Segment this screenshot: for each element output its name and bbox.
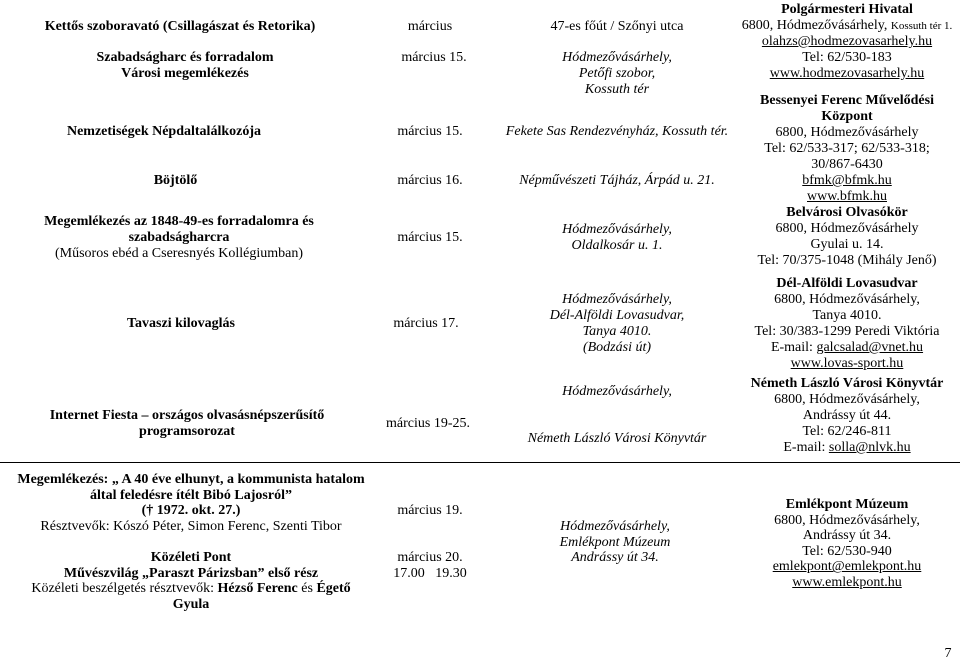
sub-event-title: Művészvilág „Paraszt Párizsban” első rész (63, 565, 319, 581)
contact-email-link[interactable]: solla@nlvk.hu (828, 440, 911, 455)
event-location-line: Andrássy út 34. (571, 550, 659, 566)
contact-name: Polgármesteri Hivatal (781, 2, 913, 17)
contact-address (734, 18, 960, 34)
event-title-line: programsorozat (139, 424, 235, 439)
event-date (366, 316, 486, 332)
contact-address: Gyulai u. 14. (810, 237, 884, 252)
event-date-line: március 16. (397, 173, 463, 188)
event-location (490, 292, 744, 356)
contact-phone: Tel: 30/383-1299 Peredi Viktória (754, 324, 940, 339)
event-title (0, 316, 362, 332)
event-date (370, 19, 490, 35)
contact-email-link[interactable]: emlekpont@emlekpont.hu (772, 559, 922, 575)
event-location (490, 431, 744, 447)
event-location-line: Tanya 4010. (582, 324, 652, 339)
contact-phone: 30/867-6430 (811, 157, 883, 172)
event-title-line: Nemzetiségek Népdaltalálkozója (66, 124, 262, 139)
event-location-line: Németh László Városi Könyvtár (527, 431, 707, 446)
page-number: 7 (944, 646, 952, 661)
contact-block (734, 205, 960, 269)
event-date-line: március (407, 19, 453, 34)
contact-address: 6800, Hódmezővásárhely, (774, 512, 920, 528)
discussion-conjunction: és (301, 581, 313, 597)
event-title (0, 472, 382, 612)
sub-event-time: 17.00 19.30 (393, 565, 467, 581)
contact-address-street: Kossuth tér 1. (890, 20, 953, 32)
contact-email (734, 440, 960, 456)
sub-event-series: Közéleti Pont (150, 549, 232, 565)
contact-email-link[interactable]: bfmk@bfmk.hu (802, 173, 892, 188)
contact-address: Andrássy út 44. (802, 408, 892, 423)
event-title (0, 124, 328, 140)
event-location-line: Népművészeti Tájház, Árpád u. 21. (519, 173, 715, 188)
event-location (490, 384, 744, 400)
event-date (374, 50, 494, 66)
contact-address-city: 6800, Hódmezővásárhely, (741, 18, 888, 33)
contact-address: 6800, Hódmezővásárhely (775, 221, 919, 236)
contact-name: Bessenyei Ferenc Művelődési (760, 93, 934, 108)
event-title (0, 173, 351, 189)
contact-name: Németh László Városi Könyvtár (750, 376, 944, 391)
sub-event-discussion (0, 581, 382, 597)
discussion-label: Közéleti beszélgetés résztvevők: (31, 581, 215, 597)
sub-event-date (370, 550, 490, 581)
event-date (370, 503, 490, 519)
contact-email (734, 340, 960, 356)
contact-email-label: E-mail: (783, 440, 826, 455)
discussion-person: Gyula (172, 596, 210, 612)
contact-block (734, 93, 960, 205)
contact-name: Emlékpont Múzeum (785, 497, 909, 512)
contact-email-label: E-mail: (770, 340, 813, 355)
event-location-line: Fekete Sas Rendezvényház, Kossuth tér. (505, 124, 729, 139)
contact-name: Dél-Alföldi Lovasudvar (776, 276, 918, 291)
contact-address: Tanya 4010. (812, 308, 882, 323)
event-location (488, 519, 742, 566)
contact-address: 6800, Hódmezővásárhely, (774, 392, 920, 407)
event-location-line: Hódmezővásárhely, (562, 50, 672, 65)
event-title-line: Tavaszi kilovaglás (126, 316, 235, 331)
contact-name: Belvárosi Olvasókör (786, 205, 908, 220)
contact-website-link[interactable]: www.emlekpont.hu (792, 574, 902, 590)
event-location-line: 47-es főút / Szőnyi utca (550, 19, 684, 34)
contact-block (734, 376, 960, 456)
contact-address: Andrássy út 34. (802, 528, 892, 544)
event-location-line: Kossuth tér (584, 82, 650, 97)
event-location-line: Hódmezővásárhely, (562, 222, 672, 237)
event-location-line: Hódmezővásárhely, (562, 384, 672, 399)
event-date-line: március 19. (397, 503, 463, 518)
event-location (490, 50, 744, 98)
event-location (490, 222, 744, 254)
contact-name: Központ (821, 109, 873, 124)
event-title-line: Megemlékezés: „ A 40 éve elhunyt, a kommunista hatalom (17, 472, 365, 487)
contact-email-link[interactable]: olahzs@hodmezovasarhely.hu (761, 34, 933, 49)
event-location-line: (Bodzási út) (582, 340, 652, 355)
event-location-line: Hódmezővásárhely, (560, 519, 670, 534)
discussion-person: Hézső Ferenc (217, 581, 298, 597)
event-participants: Résztvevők: Kószó Péter, Simon Ferenc, Szenti Tibor (40, 518, 342, 534)
line-spacer (0, 534, 382, 550)
event-location-line: Oldalkosár u. 1. (571, 238, 663, 253)
event-title-line: szabadságharcra (128, 230, 230, 245)
event-date (370, 173, 490, 189)
event-title-line: Kettős szoboravató (Csillagászat és Retorika) (44, 19, 316, 34)
sub-event-date-line: március 20. (397, 550, 463, 565)
event-location (490, 124, 744, 140)
discussion-person: Égető (316, 581, 351, 597)
contact-block (734, 2, 960, 82)
event-date (368, 416, 488, 432)
contact-website-link[interactable]: www.bfmk.hu (807, 189, 887, 204)
event-title-line: Internet Fiesta – országos olvasásnépszerűsítő (49, 408, 325, 423)
event-location-line: Emlékpont Múzeum (559, 534, 671, 550)
event-date-line: március 15. (397, 124, 463, 139)
event-title (0, 19, 360, 35)
contact-block (734, 497, 960, 591)
contact-phone: Tel: 62/530-183 (802, 50, 892, 65)
event-note: (Műsoros ebéd a Cseresnyés Kollégiumban) (54, 246, 304, 261)
event-title-line: Megemlékezés az 1848-49-es forradalomra és (44, 214, 314, 229)
event-title (0, 408, 374, 440)
event-date-line: március 15. (397, 230, 463, 245)
event-date-line: március 19-25. (386, 416, 470, 431)
contact-phone: Tel: 62/530-940 (802, 543, 892, 559)
contact-website-link[interactable]: www.hodmezovasarhely.hu (769, 66, 925, 81)
event-title-line: által feledésre ítélt Bibó Lajosról” (90, 487, 292, 503)
event-date (370, 230, 490, 246)
contact-phone: Tel: 62/246-811 (802, 424, 892, 439)
event-title (0, 50, 370, 82)
event-location-line: Hódmezővásárhely, (562, 292, 672, 307)
event-date (370, 124, 490, 140)
event-location (490, 173, 744, 189)
contact-address: 6800, Hódmezővásárhely (775, 125, 919, 140)
event-title-line: Városi megemlékezés (121, 66, 249, 81)
event-date-line: március 15. (401, 50, 467, 65)
event-title-line: († 1972. okt. 27.) (141, 503, 241, 519)
event-title-line: Szabadságharc és forradalom (96, 50, 274, 65)
event-title (0, 214, 358, 262)
event-location-line: Petőfi szobor, (578, 66, 656, 81)
contact-block (734, 276, 960, 372)
event-date-line: március 17. (393, 316, 459, 331)
contact-phone: Tel: 62/533-317; 62/533-318; (764, 141, 930, 156)
contact-address: 6800, Hódmezővásárhely, (774, 292, 920, 307)
contact-website-link[interactable]: www.lovas-sport.hu (790, 356, 904, 371)
event-location-line: Dél-Alföldi Lovasudvar, (549, 308, 685, 323)
event-title-line: Böjtölő (153, 173, 198, 188)
row-divider (0, 462, 960, 463)
event-location (490, 19, 744, 35)
contact-phone: Tel: 70/375-1048 (Mihály Jenő) (757, 253, 937, 268)
contact-email-link[interactable]: galcsalad@vnet.hu (816, 340, 924, 355)
